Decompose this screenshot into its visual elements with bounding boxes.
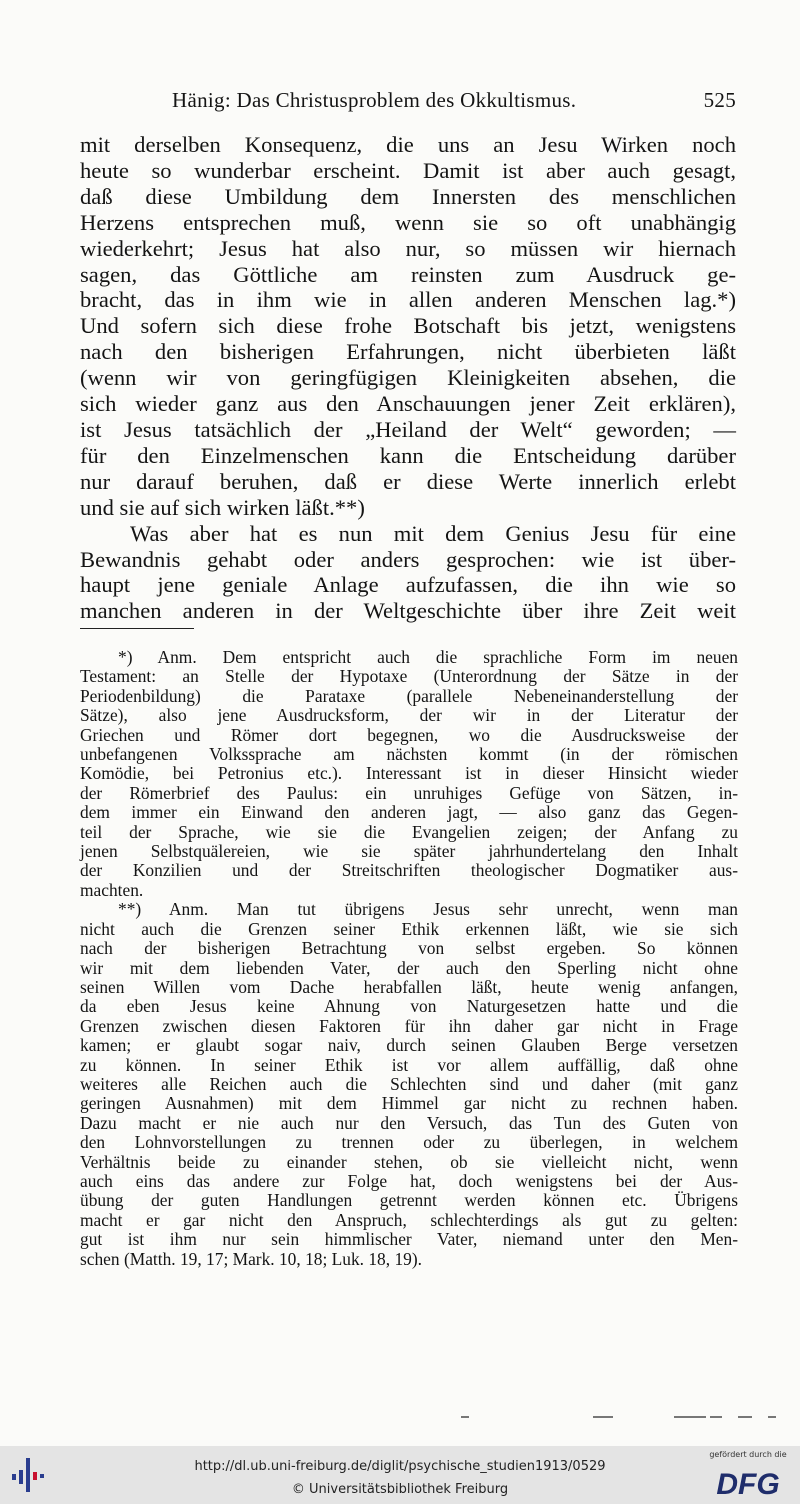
text-line: haupt jene geniale Anlage aufzufassen, die ihn wie so xyxy=(80,572,736,598)
text-line: bracht, das in ihm wie in allen anderen Menschen lag.*) xyxy=(80,287,736,313)
footnote-line: Periodenbildung) die Parataxe (parallele Nebeneinanderstellung der xyxy=(80,685,738,706)
text-line: manchen anderen in der Weltgeschichte über ihre Zeit weit xyxy=(80,598,736,624)
footnotes xyxy=(80,648,738,1269)
footnote-line: seinen Willen vom Dache herabfallen läßt, heute wenig anfangen, xyxy=(80,976,738,997)
footnote-line: schen (Matth. 19, 17; Mark. 10, 18; Luk. 18, 19). xyxy=(80,1248,422,1269)
text-line: nach den bisherigen Erfahrungen, nicht überbieten läßt xyxy=(80,339,736,365)
text-line: Und sofern sich diese frohe Botschaft bis jetzt, wenigstens xyxy=(80,313,736,339)
footnote-line: kamen; er glaubt sogar naiv, durch seinen Glauben Berge versetzen xyxy=(80,1035,738,1056)
running-header xyxy=(80,88,740,116)
running-title: Hänig: Das Christusproblem des Okkultismus. xyxy=(172,88,577,112)
page-number: 525 xyxy=(703,88,736,112)
footnote-line: jenen Selbstquälereien, wie sie später jahrhundertelang den Inhalt xyxy=(80,841,738,862)
footnote-line: der Römerbrief des Paulus: ein unruhiges Gefüge von Sätzen, in- xyxy=(80,782,738,803)
footnote-line: dem immer ein Einwand den anderen jagt, — also ganz das Gegen- xyxy=(80,802,738,823)
footnote-line: teil der Sprache, wie sie die Evangelien zeigen; der Anfang zu xyxy=(80,821,738,842)
footnote-line: Griechen und Römer dort begegnen, wo die Ausdrucksweise der xyxy=(80,724,738,745)
footnote-line: auch eins das andere zur Folge hat, doch wenigstens bei der Aus- xyxy=(80,1170,738,1191)
text-line: wiederkehrt; Jesus hat also nur, so müssen wir hiernach xyxy=(80,235,736,261)
footnote-line: da eben Jesus keine Ahnung von Naturgesetzen hatte und die xyxy=(80,996,738,1017)
footnote-line: nach der bisherigen Betrachtung von selbst ergeben. So können xyxy=(80,938,738,959)
scan-specks xyxy=(455,1416,785,1426)
footnote-separator xyxy=(80,628,194,629)
viewer-footer xyxy=(0,1446,800,1504)
footnote-line: Verhältnis beide zu einander stehen, ob sie vielleicht nicht, wenn xyxy=(80,1151,738,1172)
footnote-line: der Konzilien und der Streitschriften theologischer Dogmatiker aus- xyxy=(80,860,738,881)
text-line: Herzens entsprechen muß, wenn sie so oft unabhängig xyxy=(80,209,736,235)
footnote-line: zu können. In seiner Ethik ist vor allem auffällig, daß ohne xyxy=(80,1054,738,1075)
text-line: für den Einzelmenschen kann die Entscheidung darüber xyxy=(80,442,736,468)
footnote-line: wir mit dem liebenden Vater, der auch den Sperling nicht ohne xyxy=(80,957,738,978)
copyright-notice: © Universitätsbibliothek Freiburg xyxy=(291,1482,509,1497)
footnote-line: den Lohnvorstellungen zu trennen oder zu überlegen, in welchem xyxy=(80,1132,738,1153)
footnote-line: **) Anm. Man tut übrigens Jesus sehr unrecht, wenn man xyxy=(118,899,738,920)
dfg-sponsor-block xyxy=(706,1450,790,1500)
text-line: nur darauf beruhen, daß er diese Werte innerlich erlebt xyxy=(80,468,736,494)
text-line: (wenn wir von geringfügigen Kleinigkeiten absehen, die xyxy=(80,365,736,391)
text-line: Was aber hat es nun mit dem Genius Jesu für eine xyxy=(130,520,736,546)
text-line: daß diese Umbildung dem Innersten des menschlichen xyxy=(80,183,736,209)
footnote-line: weiteres alle Reichen auch die Schlechten sind und daher (mit ganz xyxy=(80,1073,738,1094)
footnote-line: Sätze), also jene Ausdrucksform, der wir in der Literatur der xyxy=(80,705,738,726)
text-line: Bewandnis gehabt oder anders gesprochen: wie ist über- xyxy=(80,546,736,572)
footnote-line: *) Anm. Dem entspricht auch die sprachliche Form im neuen xyxy=(118,647,738,667)
footnote-line: unbefangenen Volkssprache am nächsten kommt (in der römischen xyxy=(80,744,738,765)
text-line: sich wieder ganz aus den Anschauungen jener Zeit erklären), xyxy=(80,391,736,417)
text-line: sagen, das Göttliche am reinsten zum Ausdruck ge- xyxy=(80,261,736,287)
footnote-line: geringen Ausnahmen) mit dem Himmel gar nicht zu rechnen haben. xyxy=(80,1093,738,1114)
sponsor-caption: gefördert durch die xyxy=(709,1450,787,1459)
footnote-line: übung der guten Handlungen getrennt werden können etc. Übrigens xyxy=(80,1190,738,1211)
footnote-line: Testament: an Stelle der Hypotaxe (Unterordnung der Sätze in der xyxy=(80,666,738,687)
footnote-line: Grenzen zwischen diesen Faktoren für ihn daher gar nicht in Frage xyxy=(80,1015,738,1036)
text-line: heute so wunderbar erscheint. Damit ist aber auch gesagt, xyxy=(80,157,736,183)
text-line: und sie auf sich wirken läßt.**) xyxy=(80,494,365,520)
body-text xyxy=(80,132,736,624)
dfg-logo-text: DFG xyxy=(716,1468,780,1500)
footnote-line: machten. xyxy=(80,879,144,900)
footnote-line: nicht auch die Grenzen seiner Ethik erkennen läßt, wie sie sich xyxy=(80,918,738,939)
text-line: ist Jesus tatsächlich der „Heiland der Welt“ geworden; — xyxy=(80,416,736,442)
footnote-line: Dazu macht er nie auch nur den Versuch, das Tun des Guten von xyxy=(80,1112,738,1133)
permalink-url[interactable]: http://dl.ub.uni-freiburg.de/diglit/psychische_studien1913/0529 xyxy=(194,1459,606,1474)
footnote-line: macht er gar nicht den Anspruch, schlechterdings als gut zu gelten: xyxy=(80,1209,738,1230)
footnote-line: gut ist ihm nur sein himmlischer Vater, niemand unter den Men- xyxy=(80,1229,738,1250)
footnote-line: Komödie, bei Petronius etc.). Interessant ist in dieser Hinsicht wieder xyxy=(80,763,738,784)
text-line: mit derselben Konsequenz, die uns an Jesu Wirken noch xyxy=(80,132,736,157)
